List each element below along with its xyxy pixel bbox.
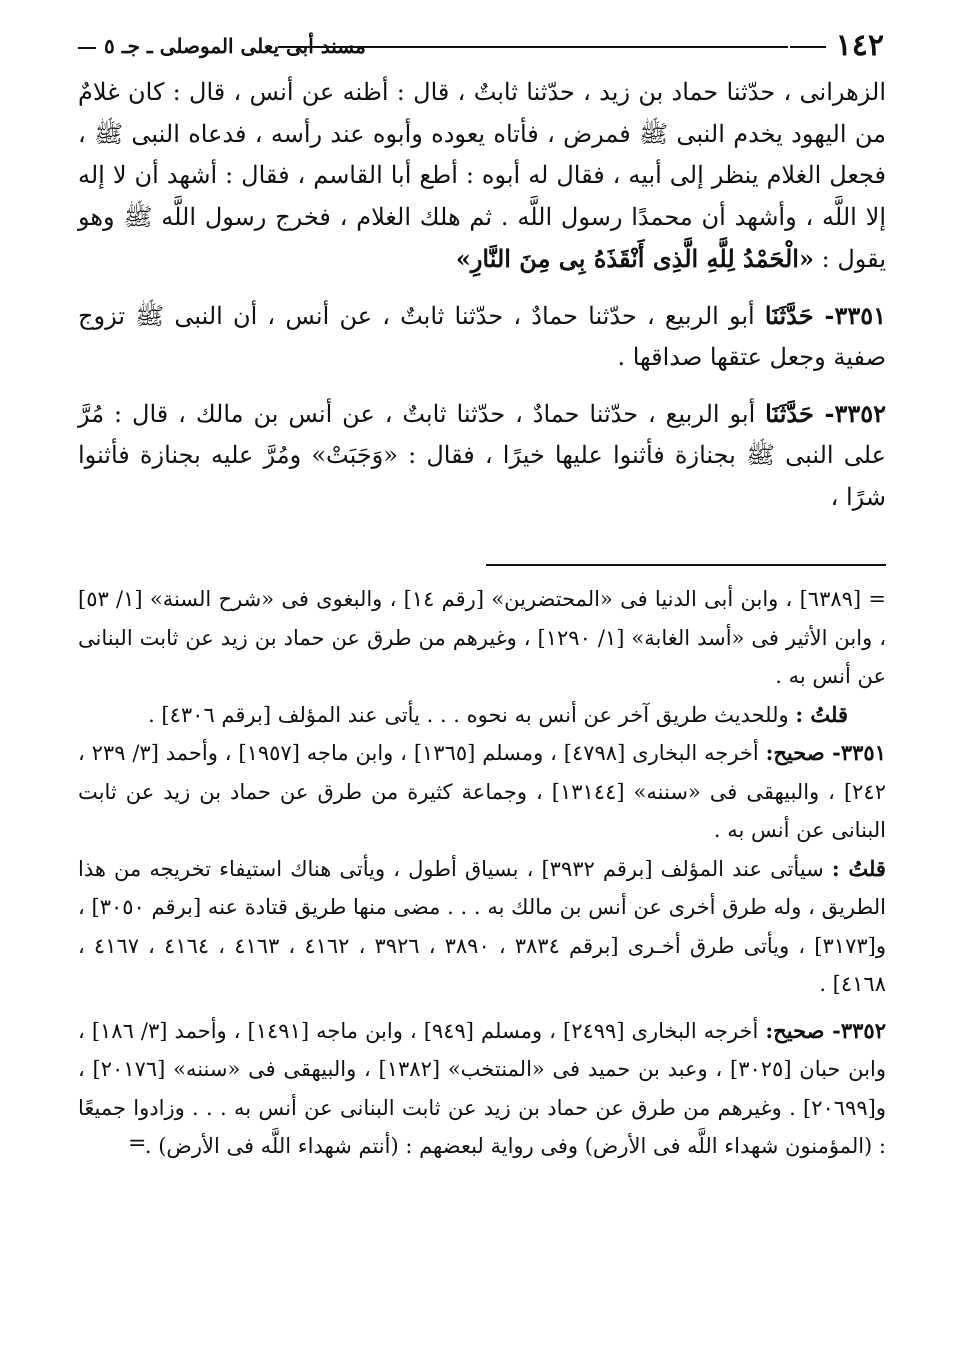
continuation-mark: = bbox=[128, 1131, 147, 1156]
footnote-text: أخرجه البخارى [٤٧٩٨] ، ومسلم [١٣٦٥] ، وابن ماجه [١٩٥٧] ، وأحمد [٣/ ٢٣٩ ، ٢٤٢] ، والبيهقى فى «سننه» [١٣١٤٤] ، وجماعة كثيرة من طرق عن حماد بن زيد عن ثابت البنانى عن أنس به . bbox=[78, 741, 886, 842]
hadith-number: ٣٣٥٢ bbox=[834, 398, 886, 428]
page-number: ١٤٢ bbox=[790, 26, 884, 66]
footnotes bbox=[78, 580, 886, 1166]
footnote-separator bbox=[486, 564, 886, 566]
footnote-3352 bbox=[78, 1012, 886, 1166]
hadith-text: أبو الربيع ، حدّثنا حمادٌ ، حدّثنا ثابتٌ ، عن أنس ، أن النبى ﷺ تزوج صفية وجعل عتقها صداقها . bbox=[78, 301, 886, 371]
remark-text: سيأتى عند المؤلف [برقم ٣٩٣٢] ، بسياق أطول ، ويأتى هناك استيفاء تخريجه من هذا الطريق ، وله طرق أخرى عن أنس بن مالك به . . . مضى منها طريق قتادة عنه [برقم ٣٠٥٠] ، و[٣١٧٣] ، ويأتى طرق أخـرى [برقم ٣٨٣٤ ، ٣٨٩٠ ، ٣٩٢٦ ، ٤١٦٢ ، ٤١٦٣ ، ٤١٦٤ ، ٤١٦٧ ، ٤١٦٨] . bbox=[78, 856, 886, 996]
footnote-3351 bbox=[78, 734, 886, 850]
remark-text: وللحديث طريق آخر عن أنس به نحوه . . . يأتى عند المؤلف [برقم ٤٣٠٦] . bbox=[148, 702, 789, 727]
hadith-3352 bbox=[78, 393, 886, 519]
hadith-lead: - حَدَّثَنَا bbox=[765, 398, 835, 428]
footnote-label: ٣٣٥٢- صحيح: bbox=[765, 1017, 886, 1043]
narration-text: الزهرانى ، حدّثنا حماد بن زيد ، حدّثنا ثابتٌ ، قال : أظنه عن أنس ، قال : كان غلامٌ من اليهود يخدم النبى ﷺ فمرض ، فأتاه يعوده وأبوه عند رأسه ، فدعاه النبى ﷺ ، فجعل الغلام ينظر إلى أبيه ، فقال له أبوه : أطع أبا القاسم ، فقال : أشهد أن لا إله إلا اللَّه ، وأشهد أن محمدًا رسول اللَّه . ثم هلك الغلام ، فخرج رسول اللَّه ﷺ وهو يقول : bbox=[78, 78, 886, 273]
footnote-text: = [٦٣٨٩] ، وابن أبى الدنيا فى «المحتضرين» [رقم ١٤] ، والبغوى فى «شرح السنة» [١/ ٥٣] ، وابن الأثير فى «أسد الغابة» [١/ ١٢٩٠] ، وغيرهم من طرق عن حماد بن زيد عن ثابت البنانى عن أنس به . bbox=[78, 587, 886, 688]
footnote-label: ٣٣٥١- صحيح: bbox=[765, 740, 886, 765]
hadith-lead: - حَدَّثَنَا bbox=[764, 300, 835, 330]
remark-label: قلتُ : bbox=[831, 855, 886, 881]
prophetic-quote: «الْحَمْدُ لِلَّهِ الَّذِى أَنْقَذَهُ بِى مِنَ النَّارِ» bbox=[455, 244, 814, 273]
footnote-remark bbox=[78, 850, 886, 1004]
footnote-continued bbox=[78, 580, 886, 696]
footnote-remark bbox=[78, 696, 886, 735]
hadith-number: ٣٣٥١ bbox=[834, 300, 886, 330]
main-text bbox=[78, 72, 886, 518]
narration-paragraph bbox=[78, 72, 886, 281]
page-header bbox=[78, 26, 884, 66]
hadith-3351 bbox=[78, 295, 886, 379]
remark-label: قلتُ : bbox=[795, 701, 848, 727]
footnote-text: أخرجه البخارى [٢٤٩٩] ، ومسلم [٩٤٩] ، وابن ماجه [١٤٩١] ، وأحمد [٣/ ١٨٦] ، وابن حبان [٣٠٢٥] ، وعبد بن حميد فى «المنتخب» [١٣٨٢] ، والبيهقى فى «سننه» [٢٠١٧٦] ، و[٢٠٦٩٩] . وغيرهم من طرق عن حماد بن زيد عن ثابت البنانى عن أنس به . . . وزادوا جميعًا : (المؤمنون شهداء اللَّه فى الأرض) وفى رواية لبعضهم : (أنتم شهداء اللَّه فى الأرض) . bbox=[78, 1018, 886, 1158]
running-title: مسند أبى يعلى الموصلى ـ جـ ٥ bbox=[78, 26, 366, 66]
hadith-text: أبو الربيع ، حدّثنا حمادٌ ، حدّثنا ثابتٌ ، عن أنس بن مالك ، قال : مُرَّ على النبى ﷺ بجنازة فأثنوا عليها خيرًا ، فقال : «وَجَبَتْ» ومُرَّ عليه بجنازة فأثنوا شرًا ، bbox=[78, 399, 886, 511]
